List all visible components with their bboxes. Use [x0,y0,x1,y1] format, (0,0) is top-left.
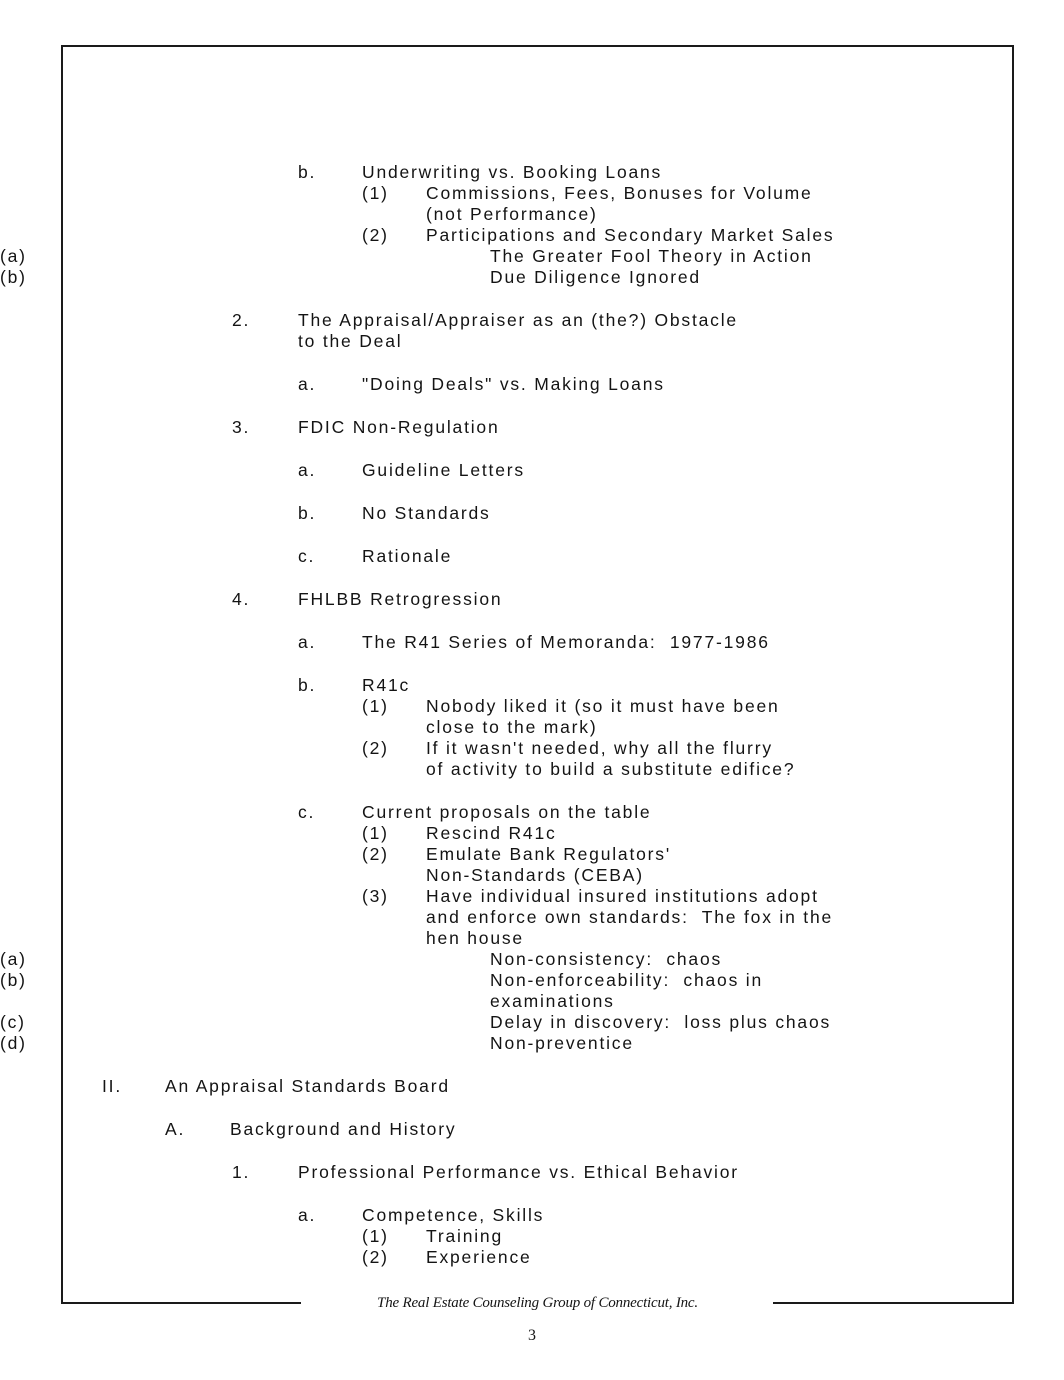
outline-text: Training [426,1226,503,1246]
outline-marker: (b) [0,267,27,287]
outline-text: of activity to build a substitute edifice? [426,759,796,779]
outline-text: FHLBB Retrogression [298,589,503,609]
outline-text: examinations [490,991,615,1011]
outline-marker: (2) [362,844,389,864]
outline-marker: a. [298,1205,317,1225]
outline-text: Nobody liked it (so it must have been [426,696,780,716]
outline-text: Emulate Bank Regulators' [426,844,671,864]
outline-text: FDIC Non-Regulation [298,417,500,437]
outline-text: Underwriting vs. Booking Loans [362,162,663,182]
outline-text: Rescind R41c [426,823,557,843]
outline-text: Experience [426,1247,532,1267]
outline-text: R41c [362,675,411,695]
outline-marker: 4. [232,589,251,609]
outline-text: close to the mark) [426,717,598,737]
outline-text: An Appraisal Standards Board [165,1076,450,1096]
outline-marker: 1. [232,1162,251,1182]
outline-marker: c. [298,546,316,566]
outline-text: No Standards [362,503,491,523]
outline-marker: (b) [0,970,27,990]
outline-text: Participations and Secondary Market Sales [426,225,835,245]
outline-marker: a. [298,632,317,652]
outline-marker: (1) [362,183,389,203]
outline-marker: b. [298,503,317,523]
page-number: 3 [528,1327,536,1344]
footer [61,1292,1014,1316]
outline-text: Non-Standards (CEBA) [426,865,644,885]
outline-text: hen house [426,928,524,948]
outline-text: Non-preventice [490,1033,634,1053]
outline-marker: II. [102,1076,122,1096]
outline-text: The Appraisal/Appraiser as an (the?) Obstacle [298,310,738,330]
outline-marker: A. [165,1119,186,1139]
outline-text: If it wasn't needed, why all the flurry [426,738,773,758]
outline-marker: (d) [0,1033,27,1053]
outline-marker: b. [298,162,317,182]
outline-text: Background and History [230,1119,457,1139]
outline-text: Rationale [362,546,453,566]
footer-text: The Real Estate Counseling Group of Connecticut, Inc. [365,1295,710,1311]
outline-text: The R41 Series of Memoranda: 1977-1986 [362,632,770,652]
outline-marker: (1) [362,823,389,843]
outline-text: Commissions, Fees, Bonuses for Volume [426,183,813,203]
outline-text: The Greater Fool Theory in Action [490,246,813,266]
outline-marker: (2) [362,1247,389,1267]
outline-text: Due Diligence Ignored [490,267,701,287]
outline-marker: (1) [362,696,389,716]
outline-marker: (2) [362,225,389,245]
outline-marker: (a) [0,949,27,969]
outline-marker: 3. [232,417,251,437]
outline-marker: a. [298,460,317,480]
outline-text: Non-enforceability: chaos in [490,970,764,990]
outline-marker: a. [298,374,317,394]
outline-text: Guideline Letters [362,460,525,480]
outline-text: Have individual insured institutions adopt [426,886,819,906]
outline-marker: (1) [362,1226,389,1246]
outline-marker: (c) [0,1012,26,1032]
outline-text: to the Deal [298,331,403,351]
outline-text: Professional Performance vs. Ethical Behavior [298,1162,739,1182]
outline-text: Competence, Skills [362,1205,545,1225]
outline-text: (not Performance) [426,204,598,224]
outline-text: Delay in discovery: loss plus chaos [490,1012,832,1032]
outline-marker: c. [298,802,316,822]
outline-text: Current proposals on the table [362,802,652,822]
outline-marker: (3) [362,886,389,906]
outline-text: and enforce own standards: The fox in the [426,907,834,927]
outline-text: "Doing Deals" vs. Making Loans [362,374,665,394]
outline-marker: 2. [232,310,251,330]
outline-marker: b. [298,675,317,695]
outline-marker: (a) [0,246,27,266]
outline-text: Non-consistency: chaos [490,949,723,969]
outline-marker: (2) [362,738,389,758]
